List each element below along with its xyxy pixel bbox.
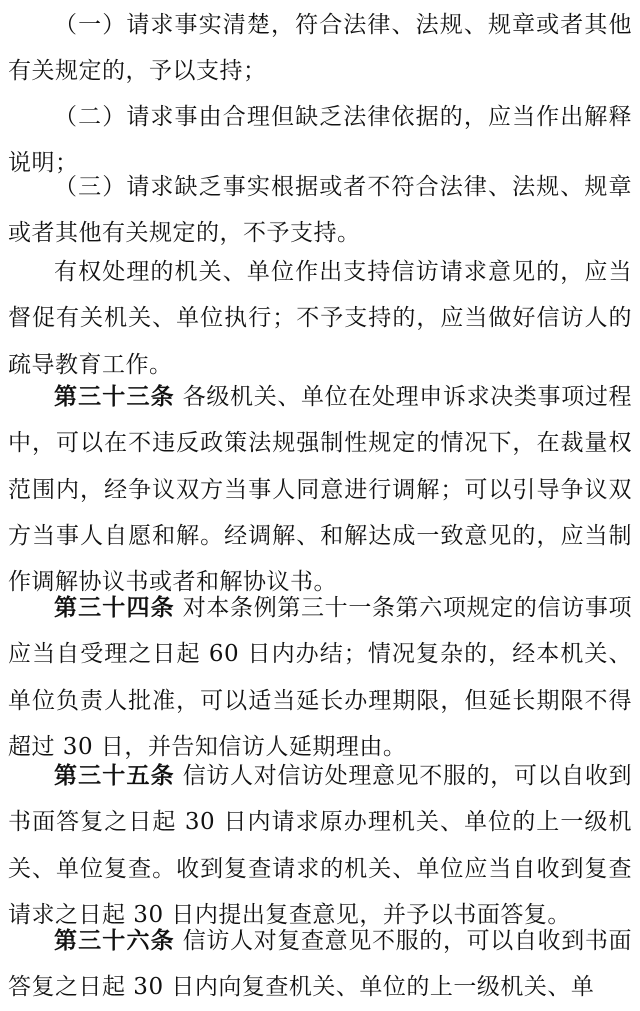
article-number: 第三十五条 — [54, 763, 175, 789]
article-text: 对本条例第三十一条第六项规定的信访事项应当自受理之日起 60 日内办结；情况复杂的，经本机关、单位负责人批准，可以适当延长办理期限，但延长期限不得超过 30 日，并告知信访人延期理由。 — [8, 595, 633, 760]
article-number: 第三十六条 — [54, 928, 175, 954]
paragraph-text: 有权处理的机关、单位作出支持信访请求意见的，应当督促有关机关、单位执行；不予支持的，应当做好信访人的疏导教育工作。 — [8, 259, 632, 378]
article-number: 第三十三条 — [54, 384, 175, 410]
paragraph-text: （一）请求事实清楚，符合法律、法规、规章或者其他有关规定的，予以支持； — [8, 12, 632, 85]
article-33 — [8, 374, 632, 605]
article-34 — [8, 585, 632, 770]
paragraph-text: （三）请求缺乏事实根据或者不符合法律、法规、规章或者其他有关规定的，不予支持。 — [8, 174, 632, 247]
article-35 — [8, 753, 632, 938]
article-text: 各级机关、单位在处理申诉求决类事项过程中，可以在不违反政策法规强制性规定的情况下，在裁量权范围内，经争议双方当事人同意进行调解；可以引导争议双方当事人自愿和解。经调解、和解达成一致意见的，应当制作调解协议书或者和解协议书。 — [8, 384, 633, 596]
article-36 — [8, 918, 632, 1011]
article-number: 第三十四条 — [54, 595, 175, 621]
paragraph-supervision — [8, 249, 632, 388]
paragraph-clause-1 — [8, 2, 632, 95]
article-text: 信访人对信访处理意见不服的，可以自收到书面答复之日起 30 日内请求原办理机关、单位的上一级机关、单位复查。收到复查请求的机关、单位应当自收到复查请求之日起 30 日内提出复查意见，并予以书面答复。 — [8, 763, 633, 928]
paragraph-clause-3 — [8, 164, 632, 257]
article-text: 信访人对复查意见不服的，可以自收到书面答复之日起 30 日内向复查机关、单位的上一级机关、单 — [8, 928, 633, 1001]
paragraph-text: （二）请求事由合理但缺乏法律依据的，应当作出解释说明； — [8, 104, 632, 177]
